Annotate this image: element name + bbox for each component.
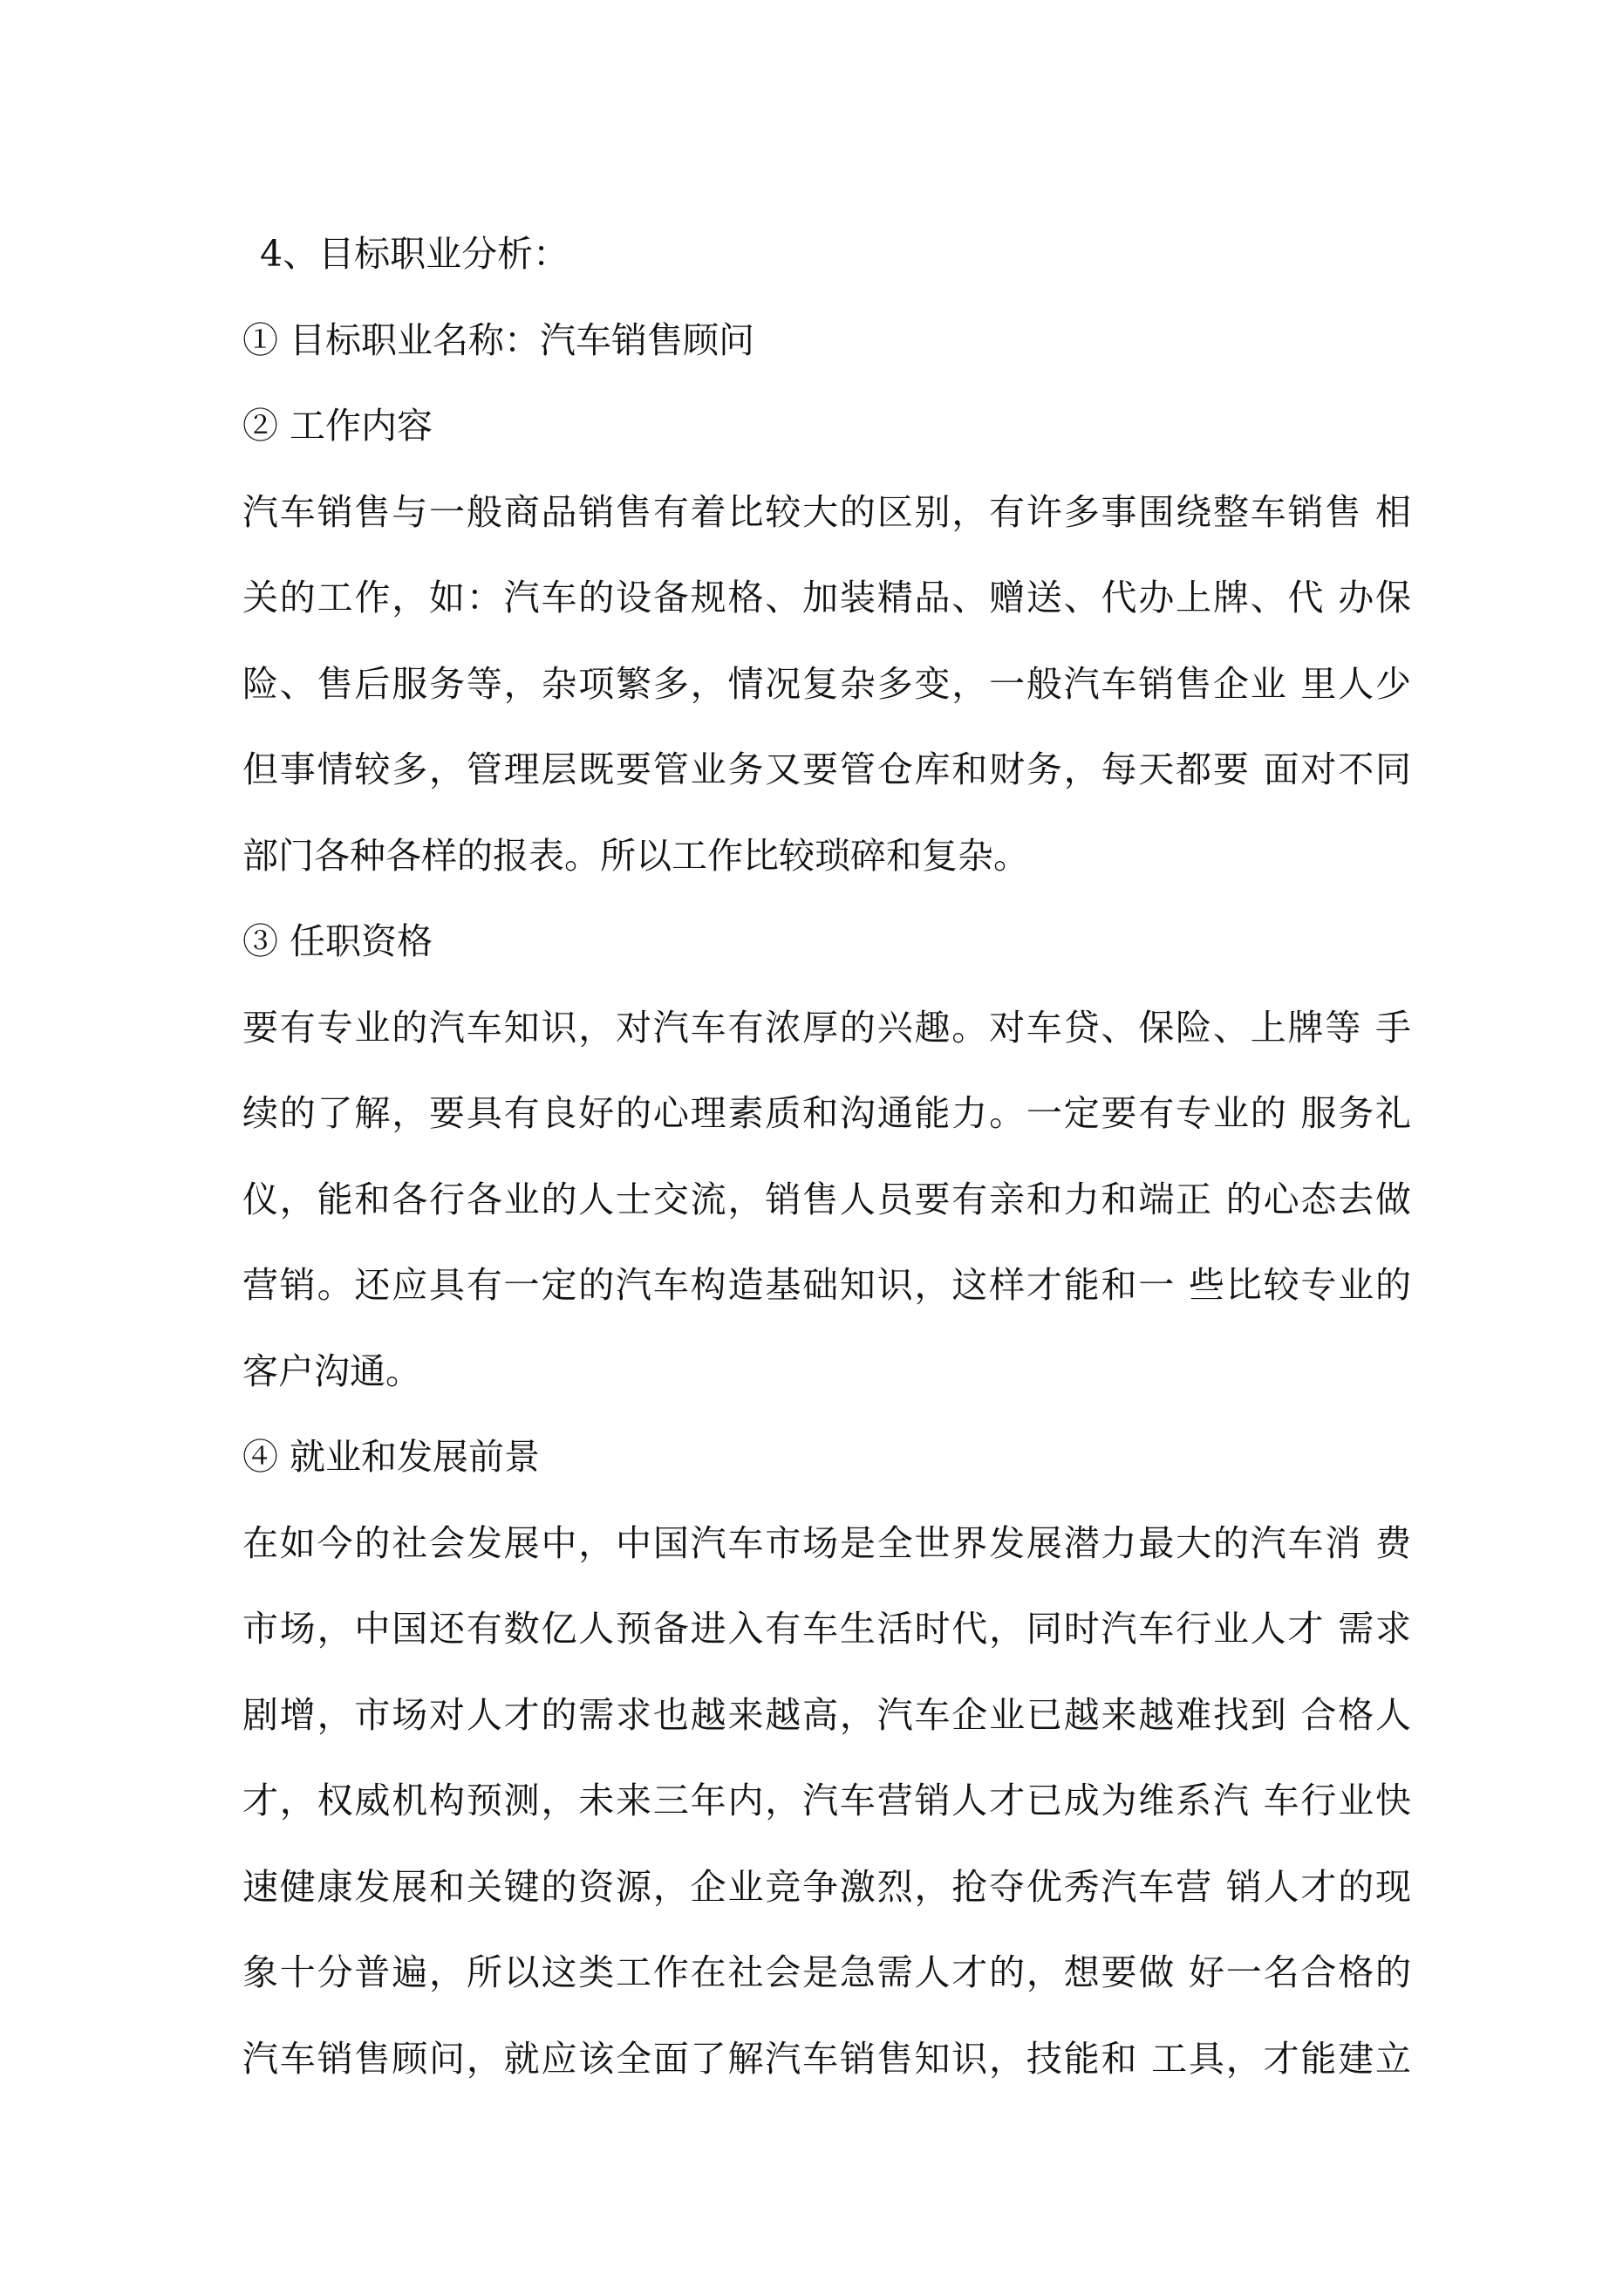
work-content-line: 汽车销售与一般商品销售有着比较大的区别，有许多事围绕整车销售 相 <box>242 490 1411 533</box>
qualifications-line: 仪，能和各行各业的人士交流，销售人员要有亲和力和端正 的心态去做 <box>242 1178 1411 1220</box>
qualifications-heading: ③ 任职资格 <box>242 920 433 962</box>
section-heading: 4、目标职业分析： <box>260 233 569 275</box>
work-content-line: 险、售后服务等，杂项繁多，情况复杂多变，一般汽车销售企业 里人少 <box>242 662 1411 705</box>
prospects-line: 速健康发展和关键的资源，企业竞争激烈，抢夺优秀汽车营 销人才的现 <box>242 1865 1411 1908</box>
prospects-line: 才，权威机构预测，未来三年内，汽车营销人才已成为维系汽 车行业快 <box>242 1780 1411 1821</box>
prospects-line: 剧增，市场对人才的需求也越来越高，汽车企业已越来越难找到 合格人 <box>242 1693 1411 1736</box>
work-content-line: 关的工作，如：汽车的设备规格、加装精品、赠送、代办上牌、代 办保 <box>242 577 1411 618</box>
prospects-line: 汽车销售顾问，就应该全面了解汽车销售知识，技能和 工具，才能建立 <box>242 2037 1411 2080</box>
prospects-heading: ④ 就业和发展前景 <box>242 1436 541 1478</box>
prospects-line: 在如今的社会发展中，中国汽车市场是全世界发展潜力最大的汽车消 费 <box>242 1521 1411 1564</box>
qualifications-line: 续的了解，要具有良好的心理素质和沟通能力。一定要有专业的 服务礼 <box>242 1092 1411 1134</box>
work-content-line: 部门各种各样的报表。所以工作比较琐碎和复杂。 <box>242 834 1029 877</box>
document-body <box>242 211 1411 2101</box>
qualifications-line: 要有专业的汽车知识，对汽车有浓厚的兴趣。对车贷、保险、上牌等 手 <box>242 1006 1411 1049</box>
work-content-line: 但事情较多，管理层既要管业务又要管仓库和财务，每天都要 面对不同 <box>242 748 1411 790</box>
qualifications-line: 营销。还应具有一定的汽车构造基础知识，这样才能和一 些比较专业的 <box>242 1264 1411 1306</box>
job-title-line: ① 目标职业名称：汽车销售顾问 <box>242 318 755 361</box>
prospects-line: 市场，中国还有数亿人预备进入有车生活时代，同时汽车行业人才 需求 <box>242 1608 1411 1650</box>
prospects-line: 象十分普遍，所以这类工作在社会是急需人才的，想要做 好一名合格的 <box>242 1951 1411 1993</box>
work-content-heading: ② 工作内容 <box>242 405 433 447</box>
qualifications-line: 客户沟通。 <box>242 1350 421 1392</box>
